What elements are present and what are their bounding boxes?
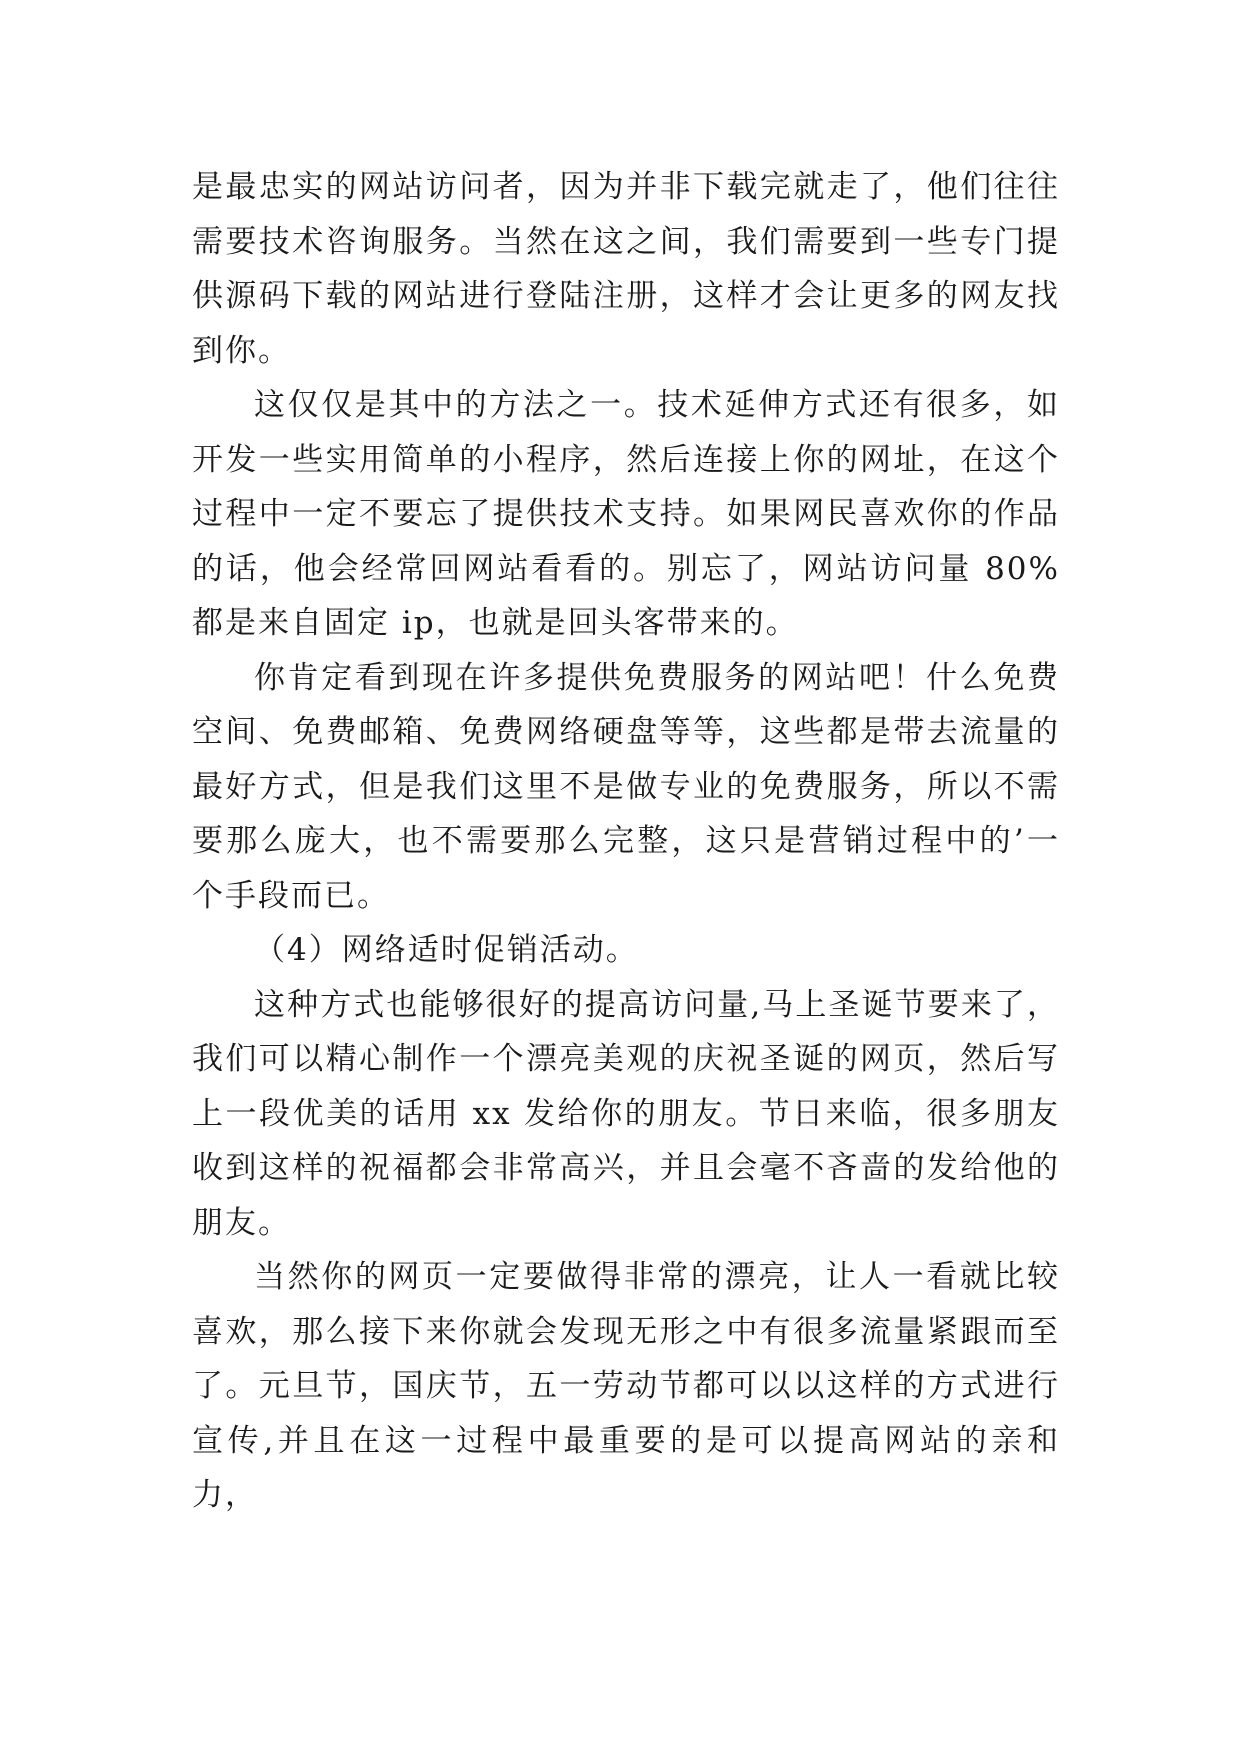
paragraph-1: 是最忠实的网站访问者，因为并非下载完就走了，他们往往需要技术咨询服务。当然在这之间，我们需要到一些专门提供源码下载的网站进行登陆注册，这样才会让更多的网友找到你。: [192, 169, 1060, 369]
paragraph-3: 你肯定看到现在许多提供免费服务的网站吧！什么免费空间、免费邮箱、免费网络硬盘等等，这些都是带去流量的最好方式，但是我们这里不是做专业的免费服务，所以不需要那么庞大，也不需要那么完整，这只是营销过程中的’一个手段而已。: [192, 659, 1060, 914]
paragraph-2: 这仅仅是其中的方法之一。技术延伸方式还有很多，如开发一些实用简单的小程序，然后连接上你的网址，在这个过程中一定不要忘了提供技术支持。如果网民喜欢你的作品的话，他会经常回网站看看的。别忘了，网站访问量 80%都是来自固定 ip，也就是回头客带来的。: [192, 387, 1060, 641]
paragraph-4-heading: （4）网络适时促销活动。: [254, 932, 639, 968]
paragraph-5: 这种方式也能够很好的提高访问量,马上圣诞节要来了，我们可以精心制作一个漂亮美观的庆祝圣诞的网页，然后写上一段优美的话用 xx 发给你的朋友。节日来临，很多朋友收到这样的祝福都会非常高兴，并且会毫不吝啬的发给他的朋友。: [192, 986, 1060, 1241]
document-body: [192, 160, 1060, 1523]
paragraph-6: 当然你的网页一定要做得非常的漂亮，让人一看就比较喜欢，那么接下来你就会发现无形之中有很多流量紧跟而至了。元旦节，国庆节，五一劳动节都可以以这样的方式进行宣传,并且在这一过程中最重要的是可以提高网站的亲和力，: [192, 1259, 1060, 1513]
